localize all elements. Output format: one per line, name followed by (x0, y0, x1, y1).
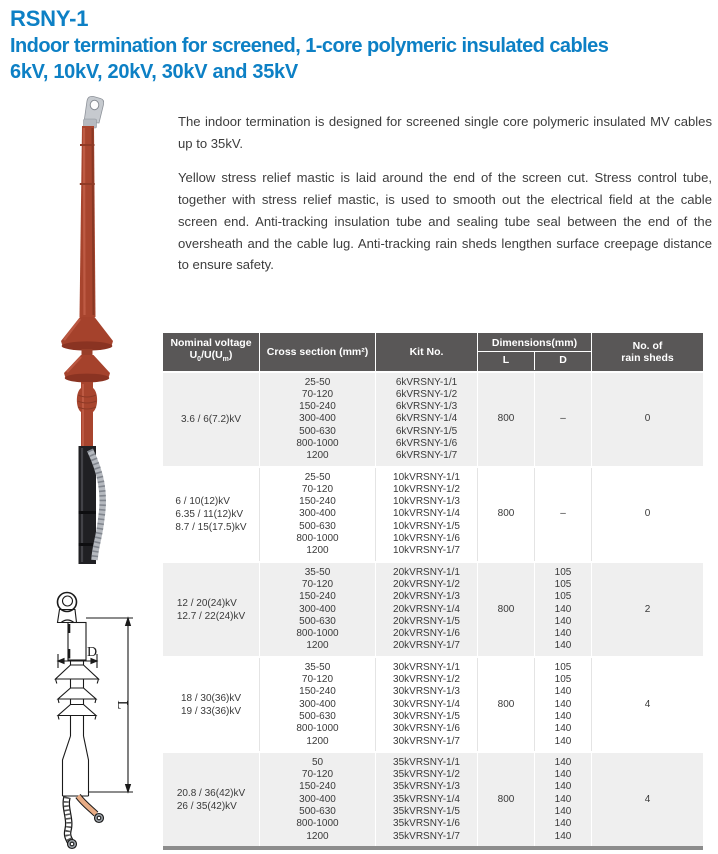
kit-no-cell (375, 658, 477, 751)
rain-sheds-cell (591, 563, 703, 656)
cell-line: 30kVRSNY-1/5 (393, 710, 460, 722)
cell-line: 140 (554, 793, 572, 805)
cell-line: 140 (554, 818, 572, 830)
cell-line: 150-240 (299, 781, 336, 793)
header-line: Nominal voltage (170, 336, 252, 349)
cell-line: 20kVRSNY-1/7 (393, 640, 460, 652)
header-nominal-voltage (163, 333, 259, 371)
cell-line: 140 (554, 603, 572, 615)
header-dimensions-sub (478, 352, 591, 370)
intro-paragraph-2: Yellow stress relief mastic is laid around the end of the screen cut. Stress control tube, together with stress relief mastic, is used to smooth out the electrical field at the cable screen end. Anti-tracking insulation tube and sealing tube seal between the end of the oversheath and the cable lug. Anti-tracking rain sheds lengthen surface creepage distance to ensure safety. (178, 170, 712, 273)
spec-table (163, 333, 703, 850)
kit-no-cell (375, 563, 477, 656)
spec-table-header (163, 333, 703, 371)
cell-lines (181, 413, 241, 426)
dim-l-cell (477, 373, 534, 466)
cell-line: 6kVRSNY-1/2 (395, 388, 458, 400)
anti-tracking-tube (80, 126, 96, 317)
cell-line: 105 (554, 578, 572, 590)
cell-lines (535, 567, 591, 653)
cell-lines (498, 794, 515, 806)
cell-line: 140 (554, 723, 572, 735)
cell-lines (175, 495, 246, 534)
cell-line: 105 (554, 674, 572, 686)
table-block (163, 658, 703, 751)
page-title-line1: Indoor termination for screened, 1-core polymeric insulated cables (10, 35, 609, 57)
cable-lug-icon (84, 96, 104, 128)
cell-line: 10kVRSNY-1/4 (393, 508, 460, 520)
dim-l-cell (477, 658, 534, 751)
cell-line: 70-120 (301, 578, 334, 590)
cell-line: 800 (497, 698, 515, 710)
cell-line: 1200 (306, 830, 329, 842)
cell-line: 140 (554, 698, 572, 710)
kit-no-cell (375, 753, 477, 846)
cell-lines (645, 508, 651, 520)
cell-lines (376, 472, 477, 558)
cell-lines (177, 597, 245, 623)
cell-line: 6kVRSNY-1/5 (395, 425, 458, 437)
cell-line: 20kVRSNY-1/2 (393, 578, 460, 590)
cell-lines (181, 692, 241, 718)
cell-line: 70-120 (301, 769, 334, 781)
cell-line: 300-400 (299, 793, 336, 805)
cell-line: – (560, 508, 566, 520)
cross-section-cell (259, 658, 375, 751)
cell-line: 10kVRSNY-1/3 (393, 496, 460, 508)
cell-line: 6kVRSNY-1/7 (395, 450, 458, 462)
product-model: RSNY-1 (10, 6, 89, 31)
cell-line: 300-400 (299, 508, 336, 520)
cell-line: 30kVRSNY-1/3 (393, 686, 460, 698)
rain-sheds (61, 317, 113, 382)
cell-lines (535, 757, 591, 843)
cell-line: 20.8 / 36(42)kV (176, 787, 246, 799)
cell-lines (376, 567, 477, 653)
cell-line: 140 (554, 781, 572, 793)
cell-line: 500-630 (299, 710, 336, 722)
drawing-copper-wire (78, 796, 104, 823)
cell-line: 140 (554, 710, 572, 722)
cell-line: 140 (554, 615, 572, 627)
cell-lines (498, 413, 515, 425)
spec-table-body (163, 373, 703, 846)
cross-section-cell (259, 468, 375, 561)
cell-lines (177, 787, 245, 813)
dim-d-cell (534, 563, 591, 656)
intro-text (178, 111, 712, 276)
cell-line: 140 (554, 830, 572, 842)
cell-line: 25-50 (304, 376, 331, 388)
cell-line: 8.7 / 15(17.5)kV (175, 522, 247, 534)
drawing-rain-sheds (56, 665, 99, 720)
voltage-cell (163, 658, 259, 751)
cell-line: 20kVRSNY-1/6 (393, 628, 460, 640)
cell-line: 12 / 20(24)kV (176, 597, 237, 609)
dim-l-cell (477, 468, 534, 561)
cell-line: 500-630 (299, 806, 336, 817)
cell-line: 800-1000 (296, 628, 339, 640)
table-block (163, 373, 703, 466)
header-dimensions (477, 333, 591, 371)
page-header (10, 5, 608, 85)
cell-line: 35-50 (304, 566, 331, 578)
cell-line: 70-120 (301, 388, 334, 400)
cross-section-cell (259, 753, 375, 846)
cell-line: 4 (644, 698, 651, 710)
cell-line: 300-400 (299, 603, 336, 615)
cell-line: 800 (497, 508, 515, 520)
cell-line: 140 (554, 806, 572, 817)
cell-line: 6 / 10(12)kV (175, 496, 230, 508)
voltage-cell (163, 753, 259, 846)
header-dim-d: D (559, 354, 567, 366)
cell-lines (498, 604, 515, 616)
cell-line: 150-240 (299, 686, 336, 698)
cell-line: 140 (554, 628, 572, 640)
cell-line: 20kVRSNY-1/1 (393, 566, 460, 578)
cell-line: 140 (554, 735, 572, 747)
cell-lines (376, 662, 477, 748)
cell-line: 800-1000 (296, 723, 339, 735)
rain-sheds-cell (591, 753, 703, 846)
cell-line: 10kVRSNY-1/1 (393, 471, 460, 483)
cell-lines (560, 508, 566, 520)
cell-lines (645, 413, 651, 425)
cell-line: 70-120 (301, 674, 334, 686)
cell-line: 6kVRSNY-1/4 (395, 413, 458, 425)
cell-line: 6.35 / 11(12)kV (175, 509, 244, 521)
cell-line: 6kVRSNY-1/1 (395, 376, 458, 388)
cell-line: 2 (644, 603, 651, 615)
cell-line: 20kVRSNY-1/3 (393, 591, 460, 603)
cell-line: 0 (644, 508, 651, 520)
cell-line: 105 (554, 566, 572, 578)
cell-line: 35kVRSNY-1/1 (393, 756, 460, 768)
cell-lines (645, 604, 651, 616)
kit-no-cell (375, 373, 477, 466)
dim-d-cell (534, 373, 591, 466)
cell-line: 6kVRSNY-1/6 (395, 437, 458, 449)
cell-line: 25-50 (304, 471, 331, 483)
cell-line: 1200 (306, 640, 329, 652)
cell-lines (260, 377, 375, 463)
cell-line: – (560, 413, 566, 425)
header-dimensions-label: Dimensions(mm) (478, 333, 591, 352)
cell-lines (260, 567, 375, 653)
cell-line: 1200 (306, 450, 329, 462)
voltage-cell (163, 373, 259, 466)
cell-line: 800 (497, 413, 515, 425)
cell-lines (260, 757, 375, 843)
cell-line: 140 (554, 686, 572, 698)
cell-line: 35kVRSNY-1/4 (393, 793, 460, 805)
cell-line: 800 (497, 603, 515, 615)
cell-line: 20kVRSNY-1/4 (393, 603, 460, 615)
cell-line: 140 (554, 756, 572, 768)
cell-line: 150-240 (299, 401, 336, 413)
cell-line: 500-630 (299, 615, 336, 627)
header-line: No. of (632, 339, 663, 352)
header-voltage-formula: $U_0/U(U_m)$ (189, 349, 233, 364)
cell-line: 105 (554, 661, 572, 673)
cell-line: 800 (497, 793, 515, 805)
rain-sheds-cell (591, 658, 703, 751)
dim-d-cell (534, 468, 591, 561)
cell-line: 800-1000 (296, 818, 339, 830)
cell-line: 1200 (306, 735, 329, 747)
cell-line: 30kVRSNY-1/4 (393, 698, 460, 710)
cell-line: 0 (644, 413, 651, 425)
cell-line: 150-240 (299, 496, 336, 508)
cell-line: 19 / 33(36)kV (180, 705, 242, 717)
kit-no-cell (375, 468, 477, 561)
cell-lines (645, 794, 651, 806)
product-photo (40, 92, 130, 572)
table-block (163, 563, 703, 656)
drawing-body (68, 623, 86, 661)
cell-line: 18 / 30(36)kV (180, 692, 242, 704)
cell-line: 500-630 (299, 520, 336, 532)
header-kit-no (375, 333, 477, 371)
cell-line: 800-1000 (296, 533, 339, 545)
cell-line: 70-120 (301, 483, 334, 495)
cell-lines (535, 662, 591, 748)
rain-sheds-cell (591, 468, 703, 561)
cell-line: 35kVRSNY-1/7 (393, 830, 460, 842)
cell-line: 20kVRSNY-1/5 (393, 615, 460, 627)
cell-line: 140 (554, 769, 572, 781)
cell-line: 10kVRSNY-1/7 (393, 545, 460, 557)
cell-lines (498, 699, 515, 711)
cell-line: 35-50 (304, 661, 331, 673)
dim-d-label: D (86, 645, 98, 660)
cell-line: 6kVRSNY-1/3 (395, 401, 458, 413)
cell-line: 150-240 (299, 591, 336, 603)
header-cross-section (259, 333, 375, 371)
dim-d-cell (534, 658, 591, 751)
rain-sheds-cell (591, 373, 703, 466)
cell-lines (260, 472, 375, 558)
cross-section-cell (259, 373, 375, 466)
cell-lines (645, 699, 651, 711)
cell-line: 35kVRSNY-1/2 (393, 769, 460, 781)
cell-line: 50 (311, 756, 324, 768)
header-line: Cross section (mm²) (266, 345, 369, 358)
cell-line: 1200 (306, 545, 329, 557)
dim-l-cell (477, 563, 534, 656)
cell-line: 500-630 (299, 425, 336, 437)
dim-l-cell (477, 753, 534, 846)
cross-section-cell (259, 563, 375, 656)
cell-line: 140 (554, 640, 572, 652)
technical-drawing (50, 588, 165, 854)
voltage-cell (163, 468, 259, 561)
table-block (163, 753, 703, 846)
cell-line: 10kVRSNY-1/5 (393, 520, 460, 532)
cell-line: 10kVRSNY-1/6 (393, 533, 460, 545)
cell-line: 4 (644, 793, 651, 805)
cell-line: 30kVRSNY-1/6 (393, 723, 460, 735)
cell-line: 35kVRSNY-1/6 (393, 818, 460, 830)
cell-line: 800-1000 (296, 437, 339, 449)
drawing-earth-braid (66, 797, 76, 849)
header-rain-sheds (591, 333, 703, 371)
header-dim-l: L (478, 352, 535, 370)
dim-d-cell (534, 753, 591, 846)
cell-line: 12.7 / 22(24)kV (176, 610, 246, 622)
drawing-lug-ring (58, 593, 77, 612)
intro-paragraph-1: The indoor termination is designed for screened single core polymeric insulated MV cables up to 35kV. (178, 114, 712, 151)
cell-line: 30kVRSNY-1/7 (393, 735, 460, 747)
cell-line: 26 / 35(42)kV (176, 800, 237, 812)
cell-lines (498, 508, 515, 520)
sealing-tube (77, 382, 97, 448)
cell-lines (260, 662, 375, 748)
cell-line: 10kVRSNY-1/2 (393, 483, 460, 495)
cell-line: 35kVRSNY-1/3 (393, 781, 460, 793)
cell-line: 30kVRSNY-1/2 (393, 674, 460, 686)
cell-line: 35kVRSNY-1/5 (393, 806, 460, 817)
cell-lines (560, 413, 566, 425)
page-title-line2: 6kV, 10kV, 20kV, 30kV and 35kV (10, 61, 298, 83)
cell-line: 300-400 (299, 698, 336, 710)
dim-l-label: L (114, 700, 130, 710)
cell-line: 30kVRSNY-1/1 (393, 661, 460, 673)
cell-lines (376, 757, 477, 843)
cell-line: 105 (554, 591, 572, 603)
header-line: rain sheds (621, 352, 674, 364)
cell-lines (376, 377, 477, 463)
table-block (163, 468, 703, 561)
cell-line: 3.6 / 6(7.2)kV (180, 414, 242, 426)
header-line: Kit No. (409, 345, 444, 358)
voltage-cell (163, 563, 259, 656)
cell-line: 300-400 (299, 413, 336, 425)
